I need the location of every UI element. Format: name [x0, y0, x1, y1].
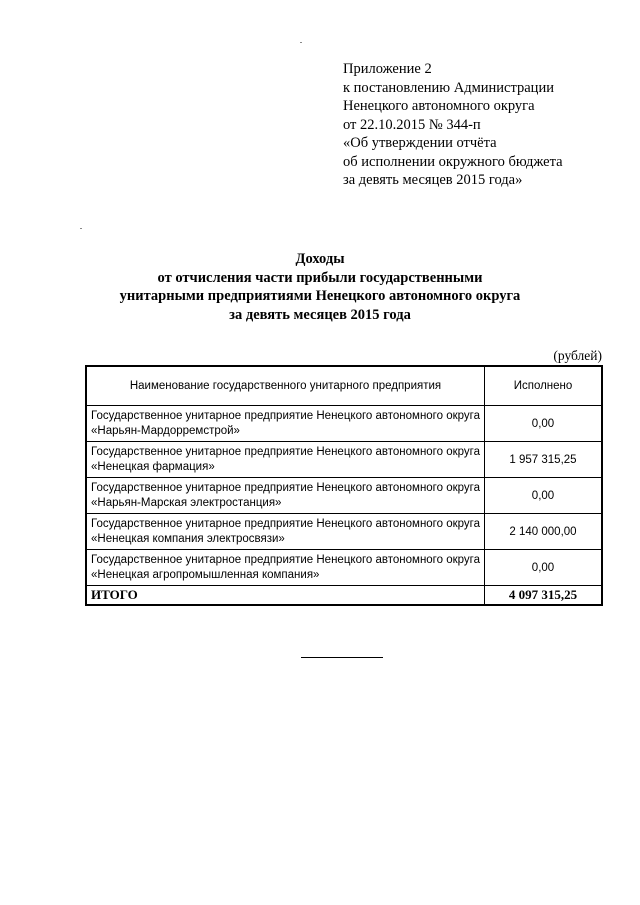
- executed-value: 0,00: [485, 550, 602, 586]
- document-title: [60, 250, 580, 324]
- attachment-line: к постановлению Администрации: [343, 79, 554, 96]
- enterprise-name: Государственное унитарное предприятие Ненецкого автономного округа «Нарьян-Мардорремстрой»: [87, 406, 485, 442]
- enterprise-name: Государственное унитарное предприятие Ненецкого автономного округа «Ненецкая агропромышленная компания»: [87, 550, 485, 586]
- enterprise-name: Государственное унитарное предприятие Ненецкого автономного округа «Ненецкая фармация»: [87, 442, 485, 478]
- attachment-line: Приложение 2: [343, 61, 432, 77]
- title-line: Доходы: [295, 251, 345, 267]
- executed-value: 2 140 000,00: [485, 514, 602, 550]
- table-row: [87, 442, 602, 478]
- header-enterprise-name: Наименование государственного унитарного предприятия: [87, 367, 485, 406]
- table-row: [87, 406, 602, 442]
- title-line: унитарными предприятиями Ненецкого автономного округа: [119, 288, 521, 304]
- executed-value: 1 957 315,25: [485, 442, 602, 478]
- attachment-line: Ненецкого автономного округа: [343, 98, 535, 114]
- total-label: ИТОГО: [87, 586, 485, 605]
- revenue-table: [86, 366, 602, 605]
- table-row: [87, 514, 602, 550]
- scan-speck: [300, 42, 302, 43]
- table-row: [87, 478, 602, 514]
- units-label: (рублей): [553, 348, 602, 363]
- table-row: [87, 550, 602, 586]
- attachment-line: об исполнении окружного бюджета: [343, 153, 563, 170]
- executed-value: 0,00: [485, 406, 602, 442]
- title-line: от отчисления части прибыли государственными: [157, 269, 483, 286]
- table-header-row: [87, 367, 602, 406]
- header-executed: Исполнено: [485, 367, 602, 406]
- scan-speck: [80, 228, 82, 229]
- attachment-block: [343, 60, 633, 190]
- attachment-line: за девять месяцев 2015 года»: [343, 172, 523, 188]
- title-line: за девять месяцев 2015 года: [229, 306, 411, 323]
- end-divider: [301, 657, 383, 658]
- attachment-line: от 22.10.2015 № 344-п: [343, 116, 481, 133]
- attachment-line: «Об утверждении отчёта: [343, 135, 497, 151]
- enterprise-name: Государственное унитарное предприятие Ненецкого автономного округа «Нарьян-Марская электростанция»: [87, 478, 485, 514]
- executed-value: 0,00: [485, 478, 602, 514]
- total-row: [87, 586, 602, 605]
- enterprise-name: Государственное унитарное предприятие Ненецкого автономного округа «Ненецкая компания электросвязи»: [87, 514, 485, 550]
- total-value: 4 097 315,25: [485, 586, 602, 605]
